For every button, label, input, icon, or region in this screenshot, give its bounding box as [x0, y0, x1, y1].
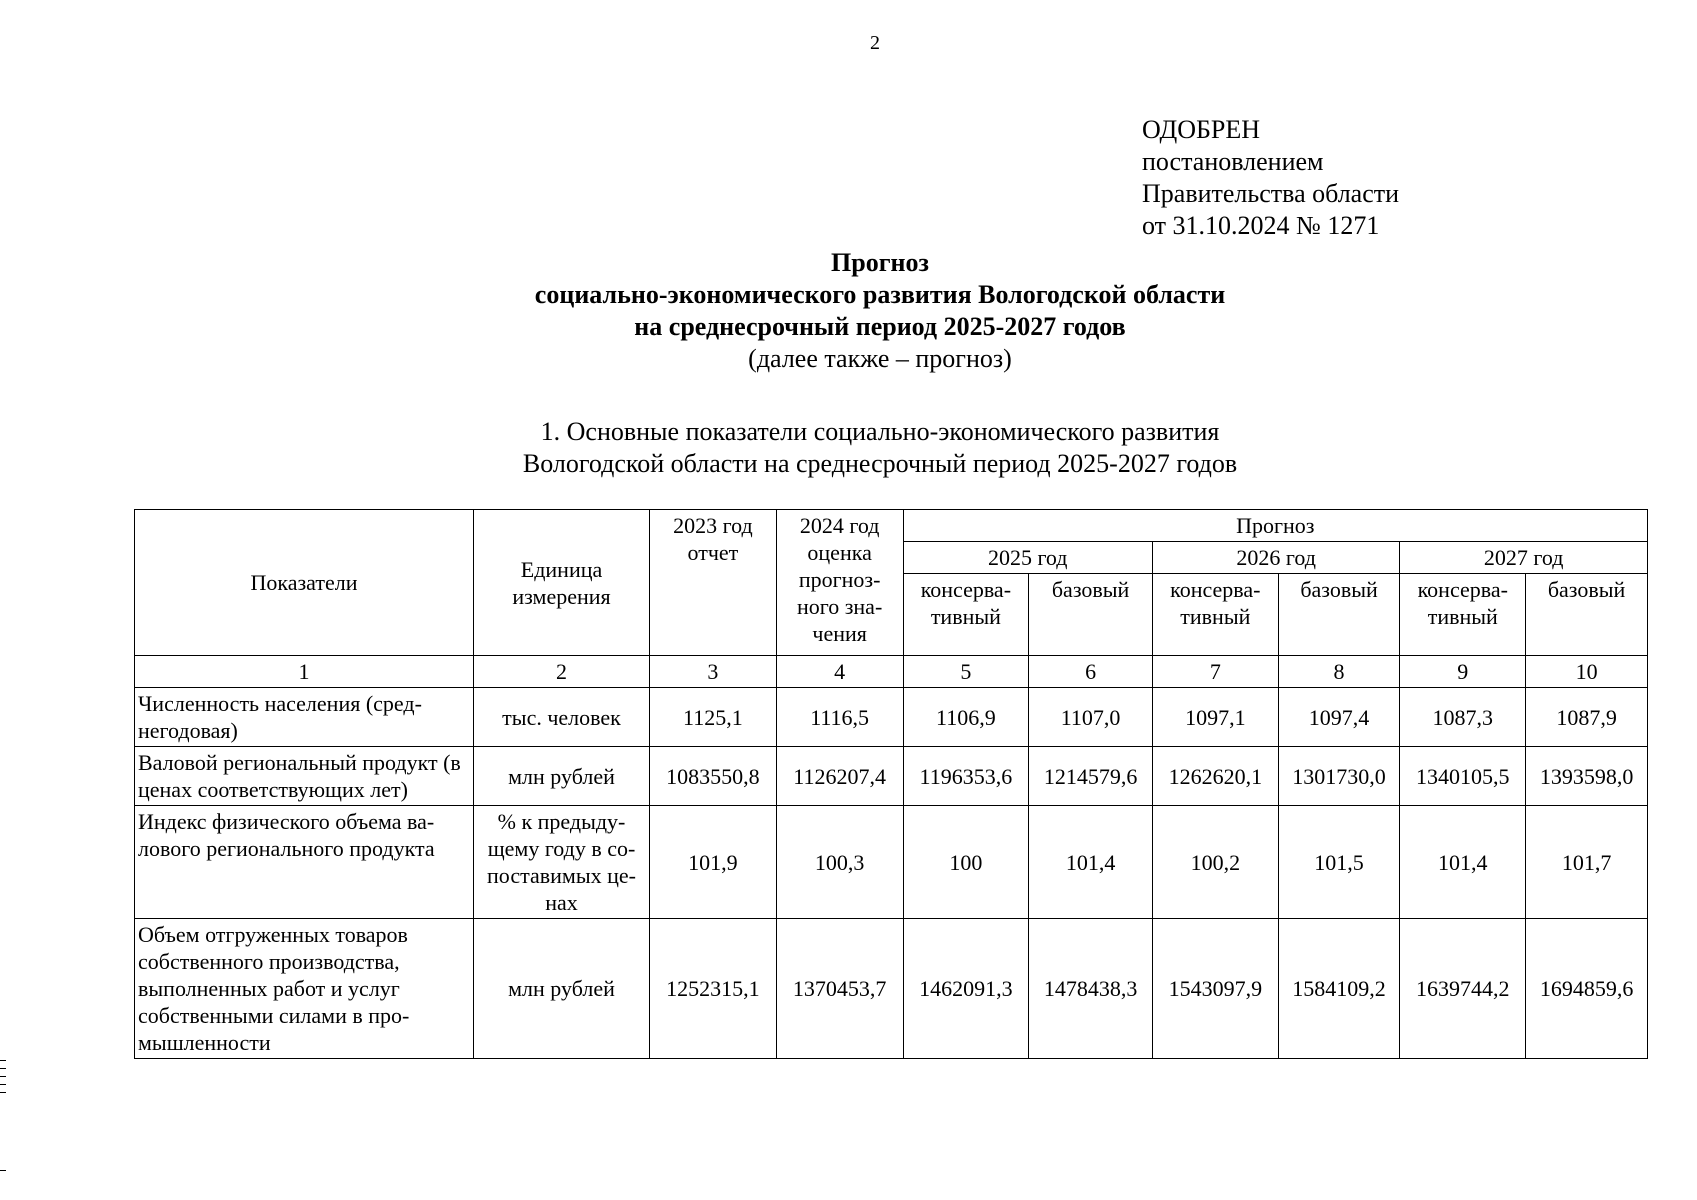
header-forecast: Прогноз [903, 510, 1648, 542]
value-cell: 1083550,8 [650, 747, 777, 806]
header-2027-conservative: консерва-тивный [1400, 574, 1526, 656]
scan-margin-mark [0, 1068, 6, 1069]
table-body [135, 688, 1648, 1059]
scan-margin-mark [0, 1084, 6, 1085]
value-cell: 1087,3 [1400, 688, 1526, 747]
value-cell: 1462091,3 [903, 919, 1029, 1059]
value-cell: 1543097,9 [1152, 919, 1278, 1059]
page-number: 2 [870, 32, 880, 54]
title-line-4: (далее также – прогноз) [748, 344, 1012, 373]
value-cell: 101,7 [1526, 806, 1648, 919]
column-number: 1 [135, 656, 474, 688]
column-number: 4 [776, 656, 903, 688]
column-number: 2 [474, 656, 650, 688]
indicator-cell: Индекс физического объема ва-лового регионального продукта [135, 806, 474, 919]
header-unit: Единица измерения [474, 510, 650, 656]
value-cell: 1252315,1 [650, 919, 777, 1059]
column-number: 9 [1400, 656, 1526, 688]
unit-cell: % к предыду-щему году в со-поставимых це-нах [474, 806, 650, 919]
value-cell: 1478438,3 [1029, 919, 1153, 1059]
column-number: 10 [1526, 656, 1648, 688]
value-cell: 1125,1 [650, 688, 777, 747]
table-row [135, 919, 1648, 1059]
value-cell: 1584109,2 [1278, 919, 1400, 1059]
column-number: 6 [1029, 656, 1153, 688]
section-line-1: 1. Основные показатели социально-экономического развития [540, 417, 1220, 446]
value-cell: 1639744,2 [1400, 919, 1526, 1059]
title-line-2: социально-экономического развития Вологодской области [534, 280, 1226, 309]
column-numbers-row [135, 656, 1648, 688]
value-cell: 1340105,5 [1400, 747, 1526, 806]
value-cell: 101,4 [1029, 806, 1153, 919]
header-2025: 2025 год [903, 542, 1152, 574]
header-2027: 2027 год [1400, 542, 1648, 574]
section-heading [380, 416, 1380, 480]
document-title [380, 247, 1380, 375]
table-header [135, 510, 1648, 688]
value-cell: 1196353,6 [903, 747, 1029, 806]
value-cell: 1694859,6 [1526, 919, 1648, 1059]
column-number: 3 [650, 656, 777, 688]
column-number: 8 [1278, 656, 1400, 688]
forecast-table [134, 509, 1648, 1059]
table-row [135, 688, 1648, 747]
section-line-2: Вологодской области на среднесрочный период 2025-2027 годов [522, 449, 1238, 478]
indicator-cell: Валовой региональный продукт (в ценах соответствующих лет) [135, 747, 474, 806]
header-2026: 2026 год [1152, 542, 1399, 574]
value-cell: 101,9 [650, 806, 777, 919]
value-cell: 1214579,6 [1029, 747, 1153, 806]
value-cell: 100 [903, 806, 1029, 919]
value-cell: 1370453,7 [776, 919, 903, 1059]
value-cell: 1262620,1 [1152, 747, 1278, 806]
approval-line-3: Правительства области [1142, 179, 1400, 208]
scan-margin-mark [0, 1170, 6, 1171]
scan-margin-mark [0, 1092, 6, 1093]
value-cell: 101,4 [1400, 806, 1526, 919]
header-2025-conservative: консерва-тивный [903, 574, 1029, 656]
value-cell: 1097,1 [1152, 688, 1278, 747]
value-cell: 101,5 [1278, 806, 1400, 919]
header-2025-base: базовый [1029, 574, 1153, 656]
indicator-cell: Численность населения (сред-негодовая) [135, 688, 474, 747]
value-cell: 1106,9 [903, 688, 1029, 747]
value-cell: 1087,9 [1526, 688, 1648, 747]
header-indicator: Показатели [135, 510, 474, 656]
unit-cell: тыс. человек [474, 688, 650, 747]
column-number: 7 [1152, 656, 1278, 688]
scan-margin-mark [0, 1060, 6, 1061]
value-cell: 1126207,4 [776, 747, 903, 806]
approval-line-1: ОДОБРЕН [1142, 115, 1261, 144]
approval-line-2: постановлением [1142, 147, 1324, 176]
header-2026-base: базовый [1278, 574, 1400, 656]
table-row [135, 806, 1648, 919]
title-line-3: на среднесрочный период 2025-2027 годов [634, 312, 1126, 341]
header-2023: 2023 год отчет [650, 510, 777, 656]
value-cell: 1393598,0 [1526, 747, 1648, 806]
value-cell: 100,2 [1152, 806, 1278, 919]
header-2026-conservative: консерва-тивный [1152, 574, 1278, 656]
approval-line-4: от 31.10.2024 № 1271 [1142, 211, 1380, 240]
value-cell: 1301730,0 [1278, 747, 1400, 806]
indicator-cell: Объем отгруженных товаров собственного производства, выполненных работ и услуг собственными силами в про-мышленности [135, 919, 474, 1059]
title-line-1: Прогноз [831, 248, 929, 277]
value-cell: 1116,5 [776, 688, 903, 747]
column-number: 5 [903, 656, 1029, 688]
value-cell: 1107,0 [1029, 688, 1153, 747]
scan-margin-mark [0, 1076, 6, 1077]
header-2027-base: базовый [1526, 574, 1648, 656]
value-cell: 100,3 [776, 806, 903, 919]
unit-cell: млн рублей [474, 919, 650, 1059]
unit-cell: млн рублей [474, 747, 650, 806]
approval-stamp [1142, 114, 1399, 242]
value-cell: 1097,4 [1278, 688, 1400, 747]
table-row [135, 747, 1648, 806]
header-2024: 2024 год оценка прогноз-ного зна-чения [776, 510, 903, 656]
